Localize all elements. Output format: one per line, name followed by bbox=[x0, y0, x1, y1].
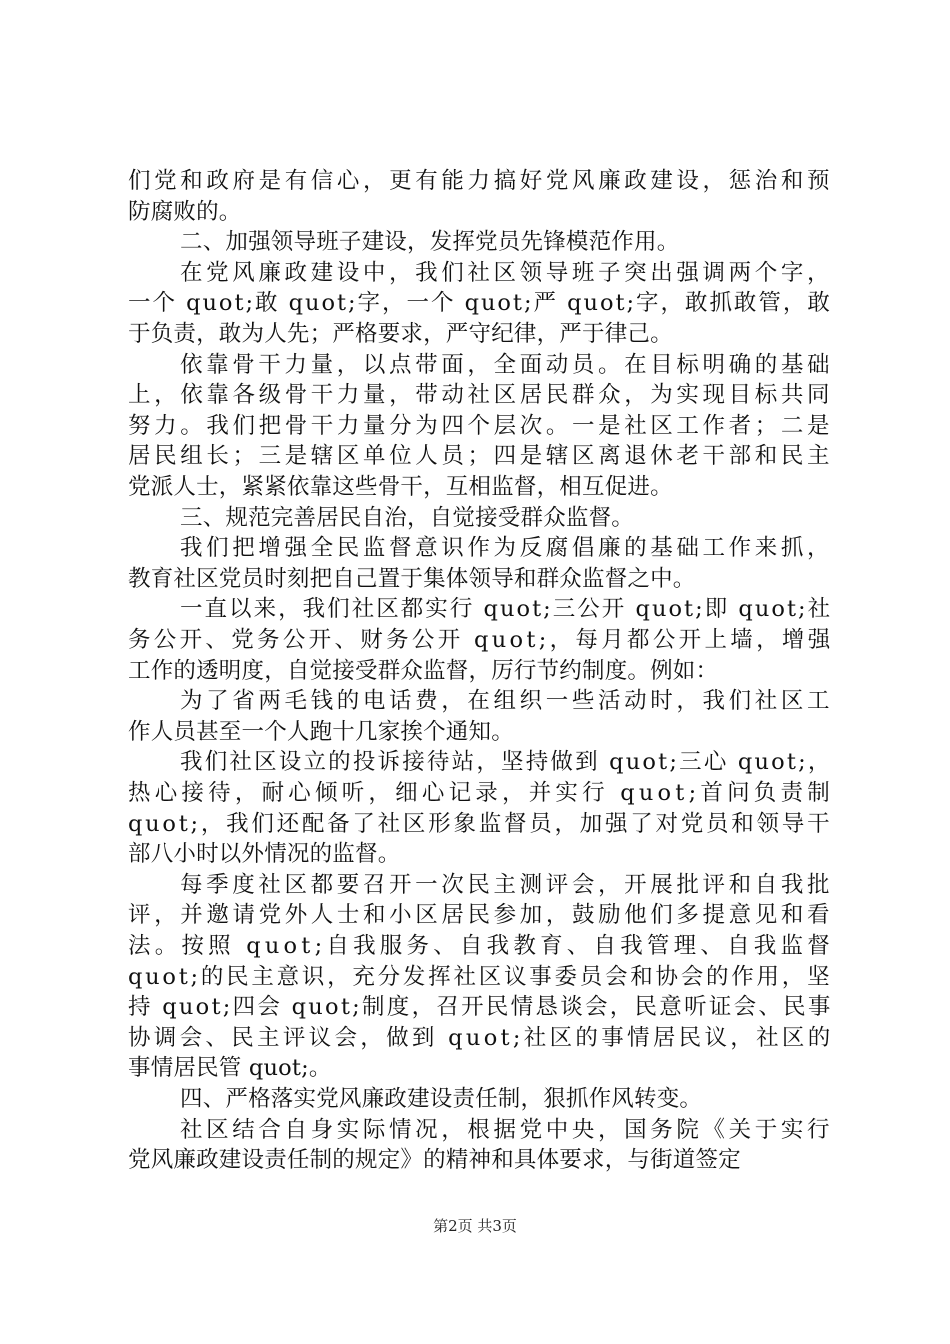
text-line: 工作的透明度，自觉接受群众监督，厉行节约制度。例如： bbox=[128, 657, 719, 684]
text-line: quot;的民主意识，充分发挥社区议事委员会和协会的作用，坚 bbox=[128, 963, 833, 990]
text-line: 们党和政府是有信心，更有能力搞好党风廉政建设，惩治和预 bbox=[128, 168, 834, 194]
text-line: 依靠骨干力量，以点带面，全面动员。在目标明确的基础 bbox=[180, 351, 834, 378]
text-line: 上，依靠各级骨干力量，带动社区居民群众，为实现目标共同 bbox=[128, 382, 834, 409]
text-line: 务公开、党务公开、财务公开 quot;，每月都公开上墙，增强 bbox=[128, 627, 834, 653]
text-line: 在党风廉政建设中，我们社区领导班子突出强调两个字， bbox=[180, 259, 834, 286]
text-line: 作人员甚至一个人跑十几家挨个通知。 bbox=[128, 718, 514, 745]
page-footer: 第2页 共3页 bbox=[433, 1217, 517, 1235]
text-line: 为了省两毛钱的电话费，在组织一些活动时，我们社区工 bbox=[180, 688, 834, 715]
text-line: 我们把增强全民监督意识作为反腐倡廉的基础工作来抓， bbox=[180, 535, 834, 562]
section-heading: 三、规范完善居民自治，自觉接受群众监督。 bbox=[180, 504, 635, 531]
text-line: 部八小时以外情况的监督。 bbox=[128, 841, 401, 868]
section-heading: 四、严格落实党风廉政建设责任制，狠抓作风转变。 bbox=[180, 1086, 703, 1112]
text-line: 教育社区党员时刻把自己置于集体领导和群众监督之中。 bbox=[128, 565, 696, 592]
text-line: 热心接待，耐心倾听，细心记录，并实行 quot;首问负责制 bbox=[128, 780, 834, 806]
text-line: 协调会、民主评议会，做到 quot;社区的事情居民议，社区的 bbox=[128, 1024, 834, 1051]
text-line: 我们社区设立的投诉接待站，坚持做到 quot;三心 quot;， bbox=[180, 749, 833, 776]
text-line: 评，并邀请党外人士和小区居民参加，鼓励他们多提意见和看 bbox=[128, 902, 834, 929]
text-line: 法。按照 quot;自我服务、自我教育、自我管理、自我监督 bbox=[128, 933, 834, 959]
text-line: 于负责，敢为人先；严格要求，严守纪律，严于律己。 bbox=[128, 321, 673, 347]
text-line: 事情居民管 quot;。 bbox=[128, 1055, 332, 1082]
text-line: 持 quot;四会 quot;制度，召开民情恳谈会，民意听证会、民事 bbox=[128, 994, 833, 1021]
text-line: 社区结合自身实际情况，根据党中央，国务院《关于实行 bbox=[180, 1116, 834, 1143]
text-line: 一个 quot;敢 quot;字，一个 quot;严 quot;字，敢抓敢管，敢 bbox=[128, 290, 832, 317]
text-line: 每季度社区都要召开一次民主测评会，开展批评和自我批 bbox=[180, 871, 834, 898]
text-line: 居民组长；三是辖区单位人员；四是辖区离退休老干部和民主 bbox=[128, 443, 834, 470]
section-heading: 二、加强领导班子建设，发挥党员先锋模范作用。 bbox=[180, 229, 680, 256]
text-line: 党风廉政建设责任制的规定》的精神和具体要求，与街道签定 bbox=[128, 1147, 741, 1174]
text-line: 党派人士，紧紧依靠这些骨干，互相监督，相互促进。 bbox=[128, 474, 673, 500]
text-line: 努力。我们把骨干力量分为四个层次。一是社区工作者；二是 bbox=[128, 412, 834, 439]
text-line: 防腐败的。 bbox=[128, 198, 242, 225]
text-line: quot;，我们还配备了社区形象监督员，加强了对党员和领导干 bbox=[128, 810, 833, 837]
text-line: 一直以来，我们社区都实行 quot;三公开 quot;即 quot;社 bbox=[180, 596, 833, 623]
